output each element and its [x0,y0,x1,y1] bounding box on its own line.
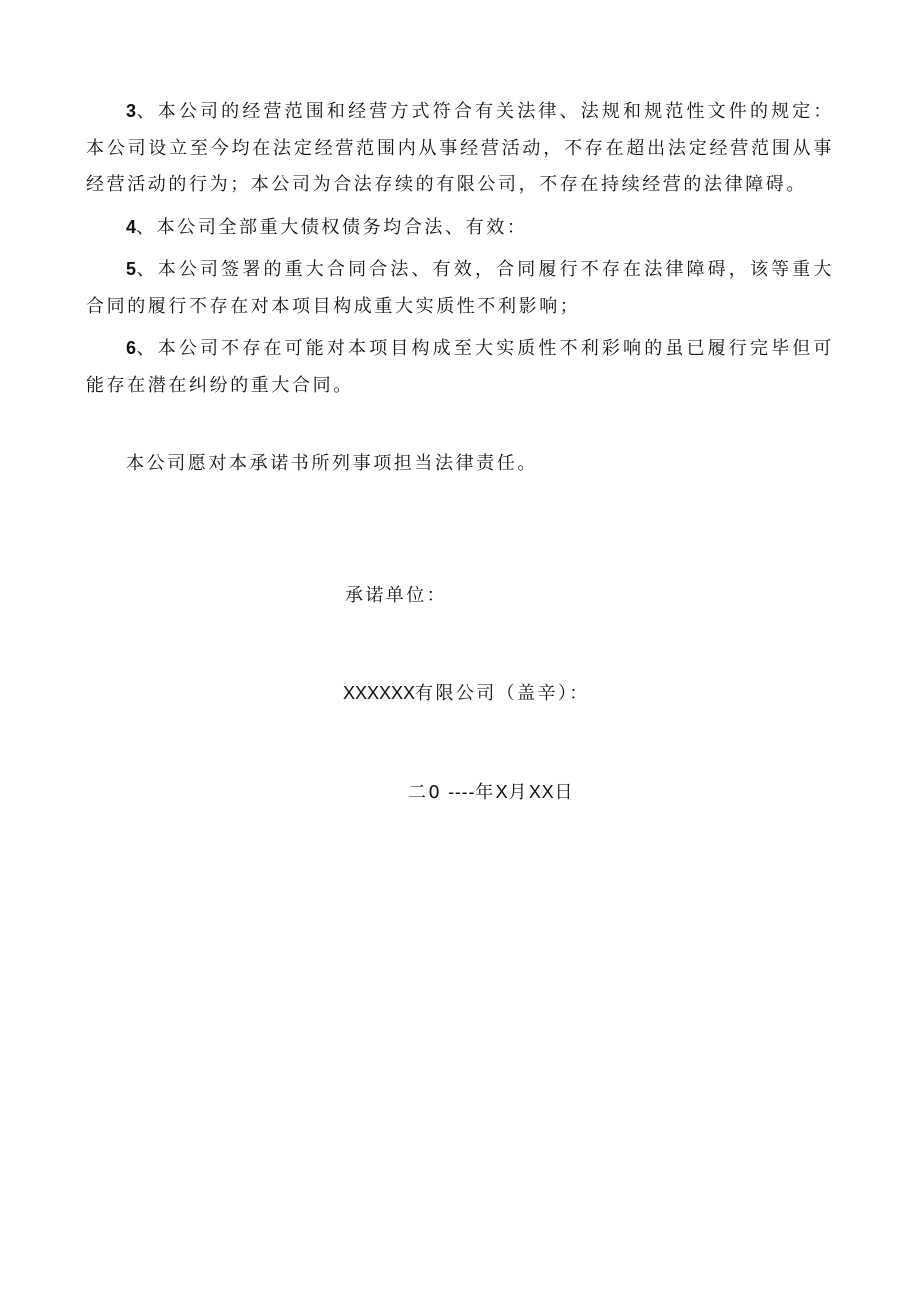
clause-6 [86,330,834,404]
clause-4 [86,209,834,247]
clause-5 [86,251,834,325]
clause-6-number: 6 [126,338,137,358]
date-day-unit: 日 [554,782,575,803]
date-month-unit: 月 [508,782,529,803]
commitment-clauses [86,93,834,404]
legal-responsibility-pledge: 本公司愿对本承诺书所列事项担当法律责任。 [126,453,538,474]
promisor-label: 承诺单位： [345,585,447,606]
company-code: XXXXXX [343,683,416,703]
clause-5-text: 、本公司签署的重大合同合法、有效，合同履行不存在法律障碍，该等重大合同的履行不存在对本项目构成重大实质性不利影响； [86,259,834,317]
clause-3 [86,93,834,204]
date-day: XX [528,782,555,802]
clause-3-text: 、本公司的经营范围和经营方式符合有关法律、法规和规范性文件的规定：本公司设立至今均在法定经营范围内从事经营活动，不存在超出法定经营范围从事经营活动的行为；本公司为合法存续的有限公司，不存在持续经营的法律障碍。 [86,101,834,195]
clause-4-number: 4 [126,216,137,237]
clause-6-text: 、本公司不存在可能对本项目构成至大实质性不利彩响的虽已履行完毕但可能存在潜在纠纷的重大合同。 [86,338,834,396]
signing-date [408,778,575,807]
date-year-unit: 年 [475,782,496,803]
clause-3-number: 3 [126,101,137,121]
company-seal-line [343,679,590,708]
clause-5-number: 5 [126,259,137,279]
date-year-blank: ---- [442,782,476,802]
date-month: X [495,782,509,802]
date-prefix: 二0 [408,782,443,803]
company-seal-text: 有限公司（盖辛）： [415,683,590,704]
clause-4-text: 、本公司全部重大债权债务均合法、有效： [136,216,528,238]
